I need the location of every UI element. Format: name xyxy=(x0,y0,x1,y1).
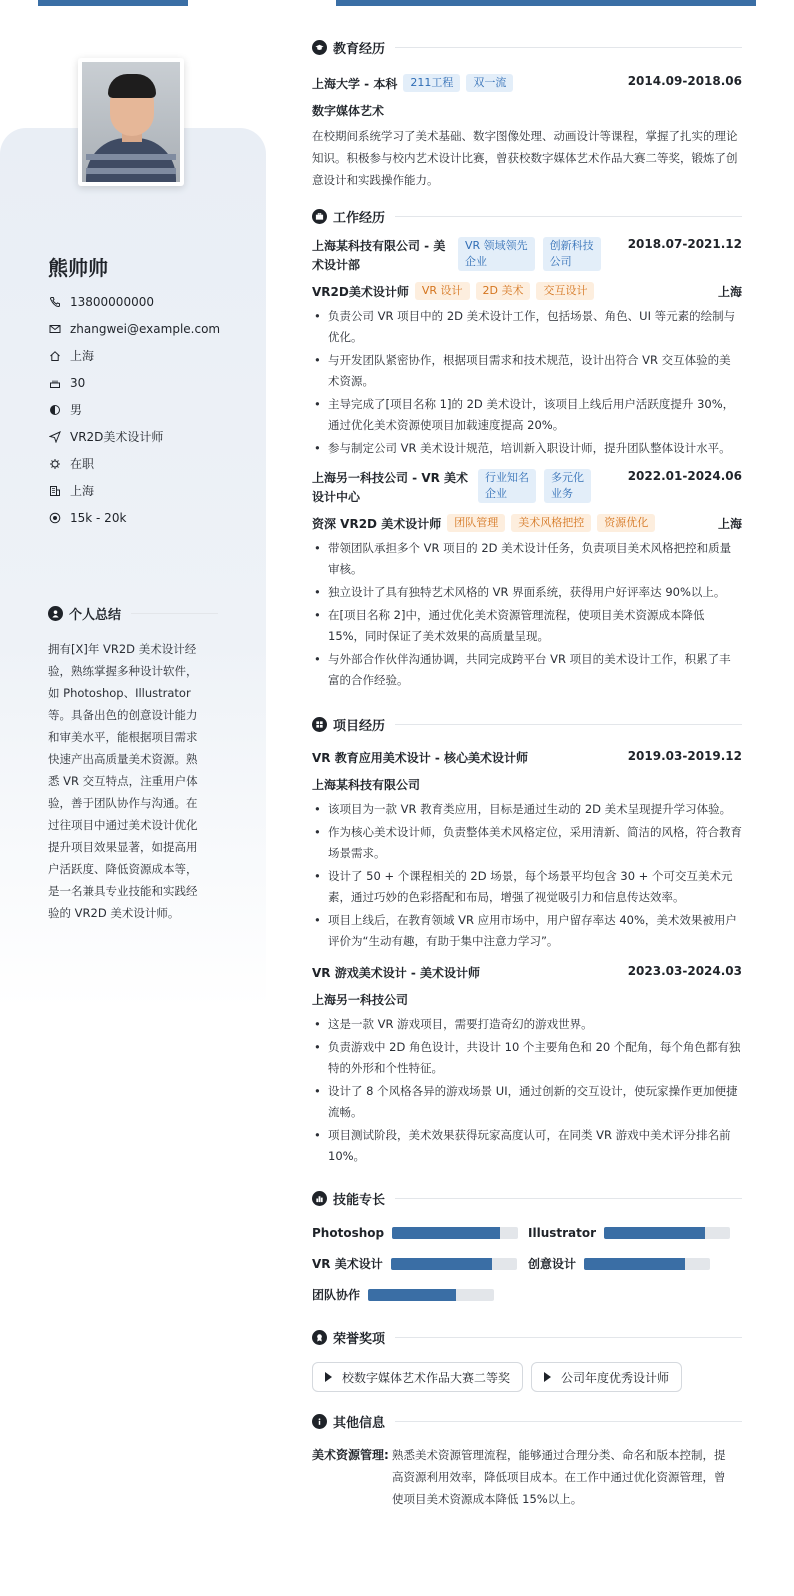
skills-section-header xyxy=(312,1187,742,1209)
project-icon xyxy=(312,717,327,732)
skill-name: Photoshop xyxy=(312,1225,385,1240)
info-city: 上海 xyxy=(48,477,248,504)
honors-list xyxy=(312,1362,742,1392)
user-icon xyxy=(48,606,63,621)
project-date: 2023.03-2024.03 xyxy=(627,964,742,978)
info-position: VR2D美术设计师 xyxy=(48,423,248,450)
project-bullets xyxy=(312,1014,742,1167)
info-gender: 男 xyxy=(48,396,248,423)
divider xyxy=(395,1198,742,1199)
skill-item xyxy=(312,1285,528,1304)
award-icon xyxy=(312,1330,327,1345)
education-header-row xyxy=(312,74,742,92)
list-item: • 与开发团队紧密协作，根据项目需求和技术规范，设计出符合 VR 交互体验的美术资源。 xyxy=(312,350,742,392)
other-info-row xyxy=(312,1444,742,1510)
other-section-header xyxy=(312,1410,742,1432)
phone-icon xyxy=(48,295,62,309)
skill-bar-fill xyxy=(368,1289,456,1301)
list-item: • 独立设计了具有独特艺术风格的 VR 界面系统，获得用户好评率达 90%以上。 xyxy=(312,582,742,603)
email-icon xyxy=(48,322,62,336)
education-section-header xyxy=(312,36,742,58)
contact-info-list xyxy=(48,288,248,531)
list-item: • 作为核心美术设计师，负责整体美术风格定位，采用清新、简洁的风格，符合教育场景需求。 xyxy=(312,822,742,864)
job-tag: 多元化 业务 xyxy=(544,469,591,503)
list-item: • 带领团队承担多个 VR 项目的 2D 美术设计任务，负责项目美术风格把控和质量审核。 xyxy=(312,538,742,580)
job-company-cont: 设计中心 xyxy=(312,490,361,504)
skill-bar-fill xyxy=(604,1227,705,1239)
project-header-row xyxy=(312,964,742,981)
list-item: • 在[项目名称 2]中，通过优化美术资源管理流程，使项目美术资源成本降低 15%，同时保证了美术效果的高质量呈现。 xyxy=(312,605,742,647)
job-role: VR2D美术设计师 xyxy=(312,284,409,299)
job-bullets xyxy=(312,306,742,459)
project-header-row xyxy=(312,749,742,766)
skill-item xyxy=(528,1254,744,1273)
job-city: 上海 xyxy=(717,516,742,531)
skills-grid xyxy=(312,1223,742,1304)
job-bullets xyxy=(312,538,742,691)
other-text: 熟悉美术资源管理流程，能够通过合理分类、命名和版本控制，提高资源利用效率，降低项目成本。在工作中通过优化资源管理，曾使项目美术资源成本降低 15%以上。 xyxy=(392,1448,726,1506)
role-tag: 美术风格把控 xyxy=(511,514,591,532)
bar-chart-icon xyxy=(312,1191,327,1206)
skill-bar-fill xyxy=(584,1258,685,1270)
job-company: 上海某科技有限公司 - 美 xyxy=(312,239,446,253)
info-icon xyxy=(312,1414,327,1429)
skill-bar-fill xyxy=(392,1227,500,1239)
skill-name: VR 美术设计 xyxy=(312,1257,383,1271)
role-tag: VR 设计 xyxy=(415,282,470,300)
skill-name: Illustrator xyxy=(528,1225,597,1240)
list-item: • 该项目为一款 VR 教育类应用，目标是通过生动的 2D 美术呈现提升学习体验。 xyxy=(312,799,742,820)
job-role: 资深 VR2D 美术设计师 xyxy=(312,516,442,531)
role-tag: 团队管理 xyxy=(447,514,505,532)
skill-bar xyxy=(604,1227,730,1239)
divider xyxy=(395,1421,742,1422)
project-company: 上海另一科技公司 xyxy=(312,993,409,1007)
work-section-header xyxy=(312,205,742,227)
job-company: 上海另一科技公司 - VR 美术 xyxy=(312,471,469,485)
projects-section-header xyxy=(312,713,742,735)
divider xyxy=(395,1337,742,1338)
skill-item xyxy=(312,1223,528,1242)
building-icon xyxy=(48,484,62,498)
list-item: • 这是一款 VR 游戏项目，需要打造奇幻的游戏世界。 xyxy=(312,1014,742,1035)
divider xyxy=(395,216,742,217)
age-icon xyxy=(48,376,62,390)
honor-item[interactable]: 校数字媒体艺术作品大赛二等奖 xyxy=(312,1362,523,1392)
project-name: VR 教育应用美术设计 - 核心美术设计师 xyxy=(312,751,529,765)
honors-title: 荣誉奖项 xyxy=(333,1331,386,1347)
profile-photo xyxy=(82,62,180,182)
salary-icon xyxy=(48,511,62,525)
divider xyxy=(395,47,742,48)
info-status: 在职 xyxy=(48,450,248,477)
info-email: zhangwei@example.com xyxy=(48,315,248,342)
projects-title: 项目经历 xyxy=(333,718,386,734)
job-role-row xyxy=(312,282,742,300)
education-tag: 双一流 xyxy=(466,74,513,92)
list-item: • 主导完成了[项目名称 1]的 2D 美术设计，该项目上线后用户活跃度提升 30%，通过优化美术资源使项目加载速度提高 20%。 xyxy=(312,394,742,436)
other-label: 美术资源管理: xyxy=(312,1448,389,1462)
job-company-cont: 术设计部 xyxy=(312,258,361,272)
gender-icon xyxy=(48,403,62,417)
education-title: 教育经历 xyxy=(333,41,386,57)
work-title: 工作经历 xyxy=(333,210,386,226)
profile-name: 熊帅帅 xyxy=(48,256,108,280)
list-item: • 负责公司 VR 项目中的 2D 美术设计工作，包括场景、角色、UI 等元素的绘制与优化。 xyxy=(312,306,742,348)
skill-bar xyxy=(392,1227,518,1239)
summary-title: 个人总结 xyxy=(69,608,122,623)
skill-bar xyxy=(368,1289,494,1301)
list-item: • 项目测试阶段，美术效果获得玩家高度认可，在同类 VR 游戏中美术评分排名前 10%。 xyxy=(312,1125,742,1167)
job-date: 2022.01-2024.06 xyxy=(627,469,742,483)
main-content xyxy=(312,36,742,1510)
job-header-row xyxy=(312,237,742,275)
list-item: • 参与制定公司 VR 美术设计规范，培训新入职设计师，提升团队整体设计水平。 xyxy=(312,438,742,459)
info-age: 30 xyxy=(48,369,248,396)
role-tag: 2D 美术 xyxy=(476,282,531,300)
role-tag: 资源优化 xyxy=(597,514,655,532)
play-icon xyxy=(325,1372,332,1382)
other-title: 其他信息 xyxy=(333,1415,386,1431)
job-date: 2018.07-2021.12 xyxy=(627,237,742,251)
honor-item[interactable]: 公司年度优秀设计师 xyxy=(531,1362,682,1392)
list-item: • 设计了 50 + 个课程相关的 2D 场景，每个场景平均包含 30 + 个可交互美术元素，通过巧妙的色彩搭配和布局，增强了视觉吸引力和信息传达效率。 xyxy=(312,866,742,908)
role-tag: 交互设计 xyxy=(536,282,594,300)
skill-bar xyxy=(584,1258,710,1270)
top-accent-bar-right xyxy=(336,0,756,6)
job-city: 上海 xyxy=(717,284,742,299)
skill-item xyxy=(312,1254,528,1273)
top-accent-bar-left xyxy=(38,0,188,6)
info-salary: 15k - 20k xyxy=(48,504,248,531)
project-date: 2019.03-2019.12 xyxy=(627,749,742,763)
list-item: • 与外部合作伙伴沟通协调，共同完成跨平台 VR 项目的美术设计工作，积累了丰富的合作经验。 xyxy=(312,649,742,691)
list-item: • 设计了 8 个风格各异的游戏场景 UI，通过创新的交互设计，使玩家操作更加便捷流畅。 xyxy=(312,1081,742,1123)
skill-name: 创意设计 xyxy=(528,1257,577,1271)
info-home: 上海 xyxy=(48,342,248,369)
job-header-row xyxy=(312,469,742,507)
summary-section-header xyxy=(48,604,218,623)
job-tag: 创新科技 公司 xyxy=(543,237,601,271)
profile-photo-frame xyxy=(78,58,184,186)
education-desc: 在校期间系统学习了美术基础、数字图像处理、动画设计等课程，掌握了扎实的理论知识。积极参与校内艺术设计比赛，曾获校数字媒体艺术作品大赛二等奖，锻炼了创意设计和实践操作能力。 xyxy=(312,129,738,187)
project-name: VR 游戏美术设计 - 美术设计师 xyxy=(312,966,481,980)
divider xyxy=(131,613,218,614)
education-school: 上海大学 - 本科 xyxy=(312,76,398,91)
home-icon xyxy=(48,349,62,363)
divider xyxy=(395,724,742,725)
skills-title: 技能专长 xyxy=(333,1192,386,1208)
skill-bar xyxy=(391,1258,517,1270)
play-icon xyxy=(544,1372,551,1382)
send-icon xyxy=(48,430,62,444)
job-tag: VR 领域领先 企业 xyxy=(458,237,535,271)
list-item: • 负责游戏中 2D 角色设计，共设计 10 个主要角色和 20 个配角，每个角色都有独特的外形和个性特征。 xyxy=(312,1037,742,1079)
skill-item xyxy=(528,1223,744,1242)
skill-bar-fill xyxy=(391,1258,492,1270)
education-major: 数字媒体艺术 xyxy=(312,104,385,118)
education-tag: 211工程 xyxy=(403,74,460,92)
education-date: 2014.09-2018.06 xyxy=(627,74,742,88)
briefcase-icon xyxy=(312,209,327,224)
honors-section-header xyxy=(312,1326,742,1348)
list-item: • 项目上线后，在教育领域 VR 应用市场中，用户留存率达 40%，美术效果被用户评价为“生动有趣，有助于集中注意力学习”。 xyxy=(312,910,742,952)
project-bullets xyxy=(312,799,742,952)
info-phone: 13800000000 xyxy=(48,288,248,315)
project-company: 上海某科技有限公司 xyxy=(312,778,421,792)
status-icon xyxy=(48,457,62,471)
skill-name: 团队协作 xyxy=(312,1288,361,1302)
summary-text: 拥有[X]年 VR2D 美术设计经验，熟练掌握多种设计软件，如 Photoshop、Illustrator 等。具备出色的创意设计能力和审美水平，能根据项目需求快速产出高质量美术资源。熟悉 VR 交互特点，注重用户体验，善于团队协作与沟通。在过往项目中通过美术设计优化提升项目效果显著，如提高用户活跃度、降低资源成本等，是一名兼具专业技能和实践经验的 VR2D 美术设计师。 xyxy=(48,642,198,920)
job-role-row xyxy=(312,514,742,532)
job-tag: 行业知名 企业 xyxy=(478,469,536,503)
graduation-cap-icon xyxy=(312,40,327,55)
